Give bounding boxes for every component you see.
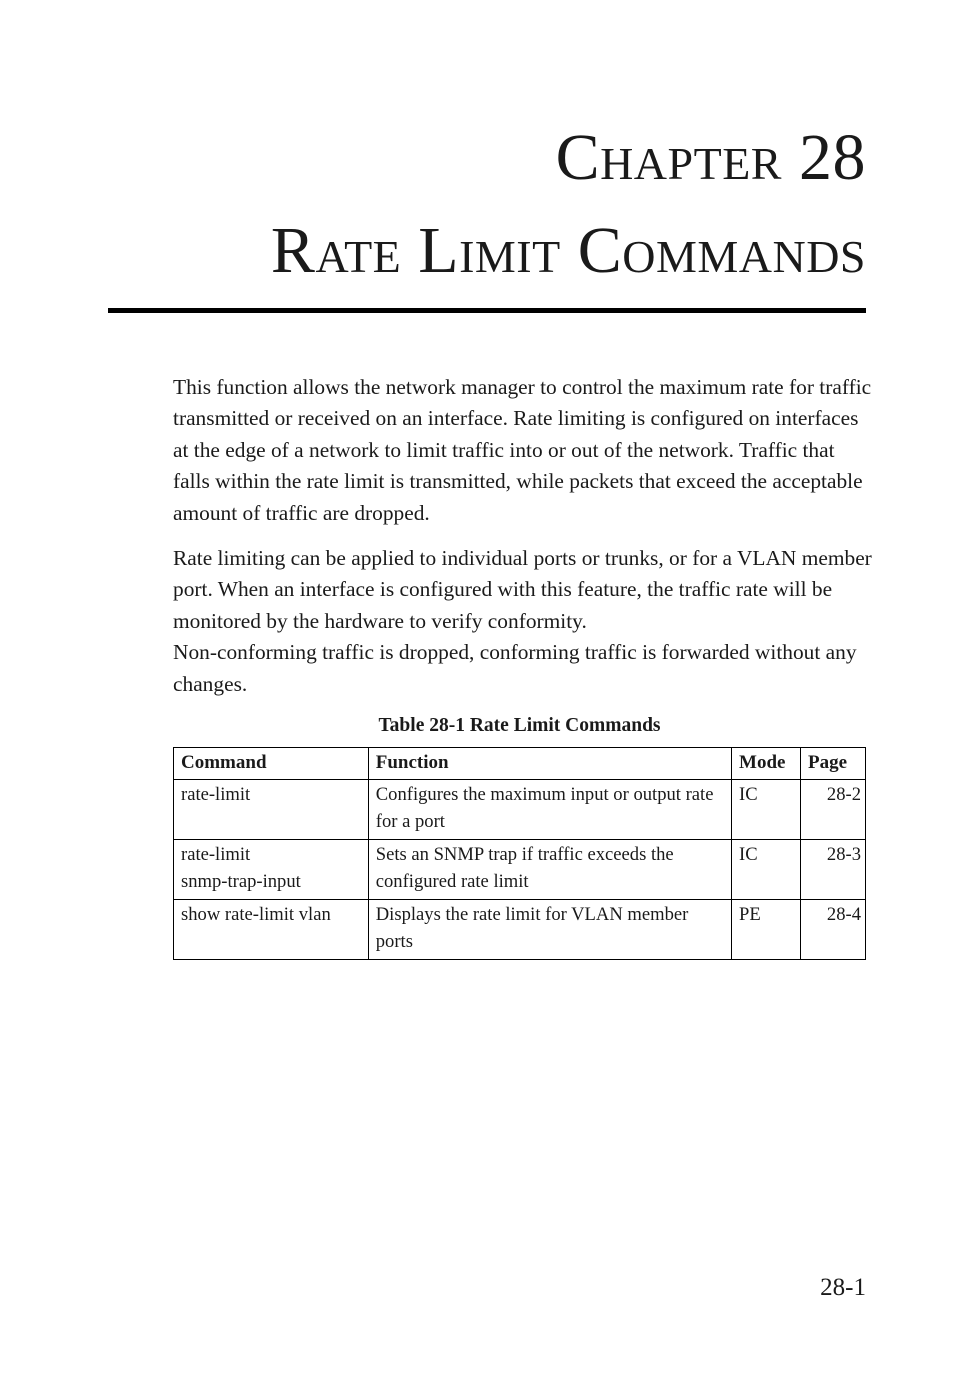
chapter-title: Rate Limit Commands [270, 214, 866, 287]
table-header-row [174, 748, 866, 780]
function-cell: Configures the maximum input or output rate for a port [368, 780, 731, 840]
page-number: 28-1 [820, 1274, 866, 1301]
command-name: rate-limit [181, 844, 251, 865]
page-cell: 28-4 [801, 900, 866, 960]
mode-cell: PE [732, 900, 801, 960]
function-cell: Sets an SNMP trap if traffic exceeds the configured rate limit [368, 840, 731, 900]
command-cell [174, 840, 369, 900]
column-header-command: Command [174, 748, 369, 780]
column-header-page: Page [801, 748, 866, 780]
function-cell: Displays the rate limit for VLAN member ports [368, 900, 731, 960]
heading-rule [108, 308, 866, 313]
chapter-number: Chapter 28 [555, 121, 866, 194]
rate-limiting-paragraph [173, 543, 873, 700]
mode-cell: IC [732, 780, 801, 840]
command-cell [174, 900, 369, 960]
non-conforming-sentence: Non-conforming traffic is dropped, conforming traffic is forwarded without any changes. [173, 640, 857, 696]
command-name: rate-limit [181, 784, 251, 805]
table-row [174, 840, 866, 900]
command-name: show rate-limit vlan [181, 904, 331, 925]
page-cell: 28-3 [801, 840, 866, 900]
page-cell: 28-2 [801, 780, 866, 840]
column-header-function: Function [368, 748, 731, 780]
rate-limiting-sentence: Rate limiting can be applied to individual ports or trunks, or for a VLAN member port. When an interface is configured with this feature, the traffic rate will be monitored by the hardware to verify conformity. [173, 546, 872, 633]
table-caption: Table 28-1 Rate Limit Commands [378, 715, 661, 736]
command-name-continued: snmp-trap-input [181, 871, 301, 892]
rate-limit-commands-table [173, 747, 866, 960]
command-cell [174, 780, 369, 840]
table-row [174, 900, 866, 960]
intro-paragraph: This function allows the network manager to control the maximum rate for traffic transmitted or received on an interface. Rate limiting is configured on interfaces at the edge of a network to limit traffic into or out of the network. Traffic that falls within the rate limit is transmitted, while packets that exceed the acceptable amount of traffic are dropped. [173, 375, 872, 525]
column-header-mode: Mode [732, 748, 801, 780]
mode-cell: IC [732, 840, 801, 900]
table-row [174, 780, 866, 840]
